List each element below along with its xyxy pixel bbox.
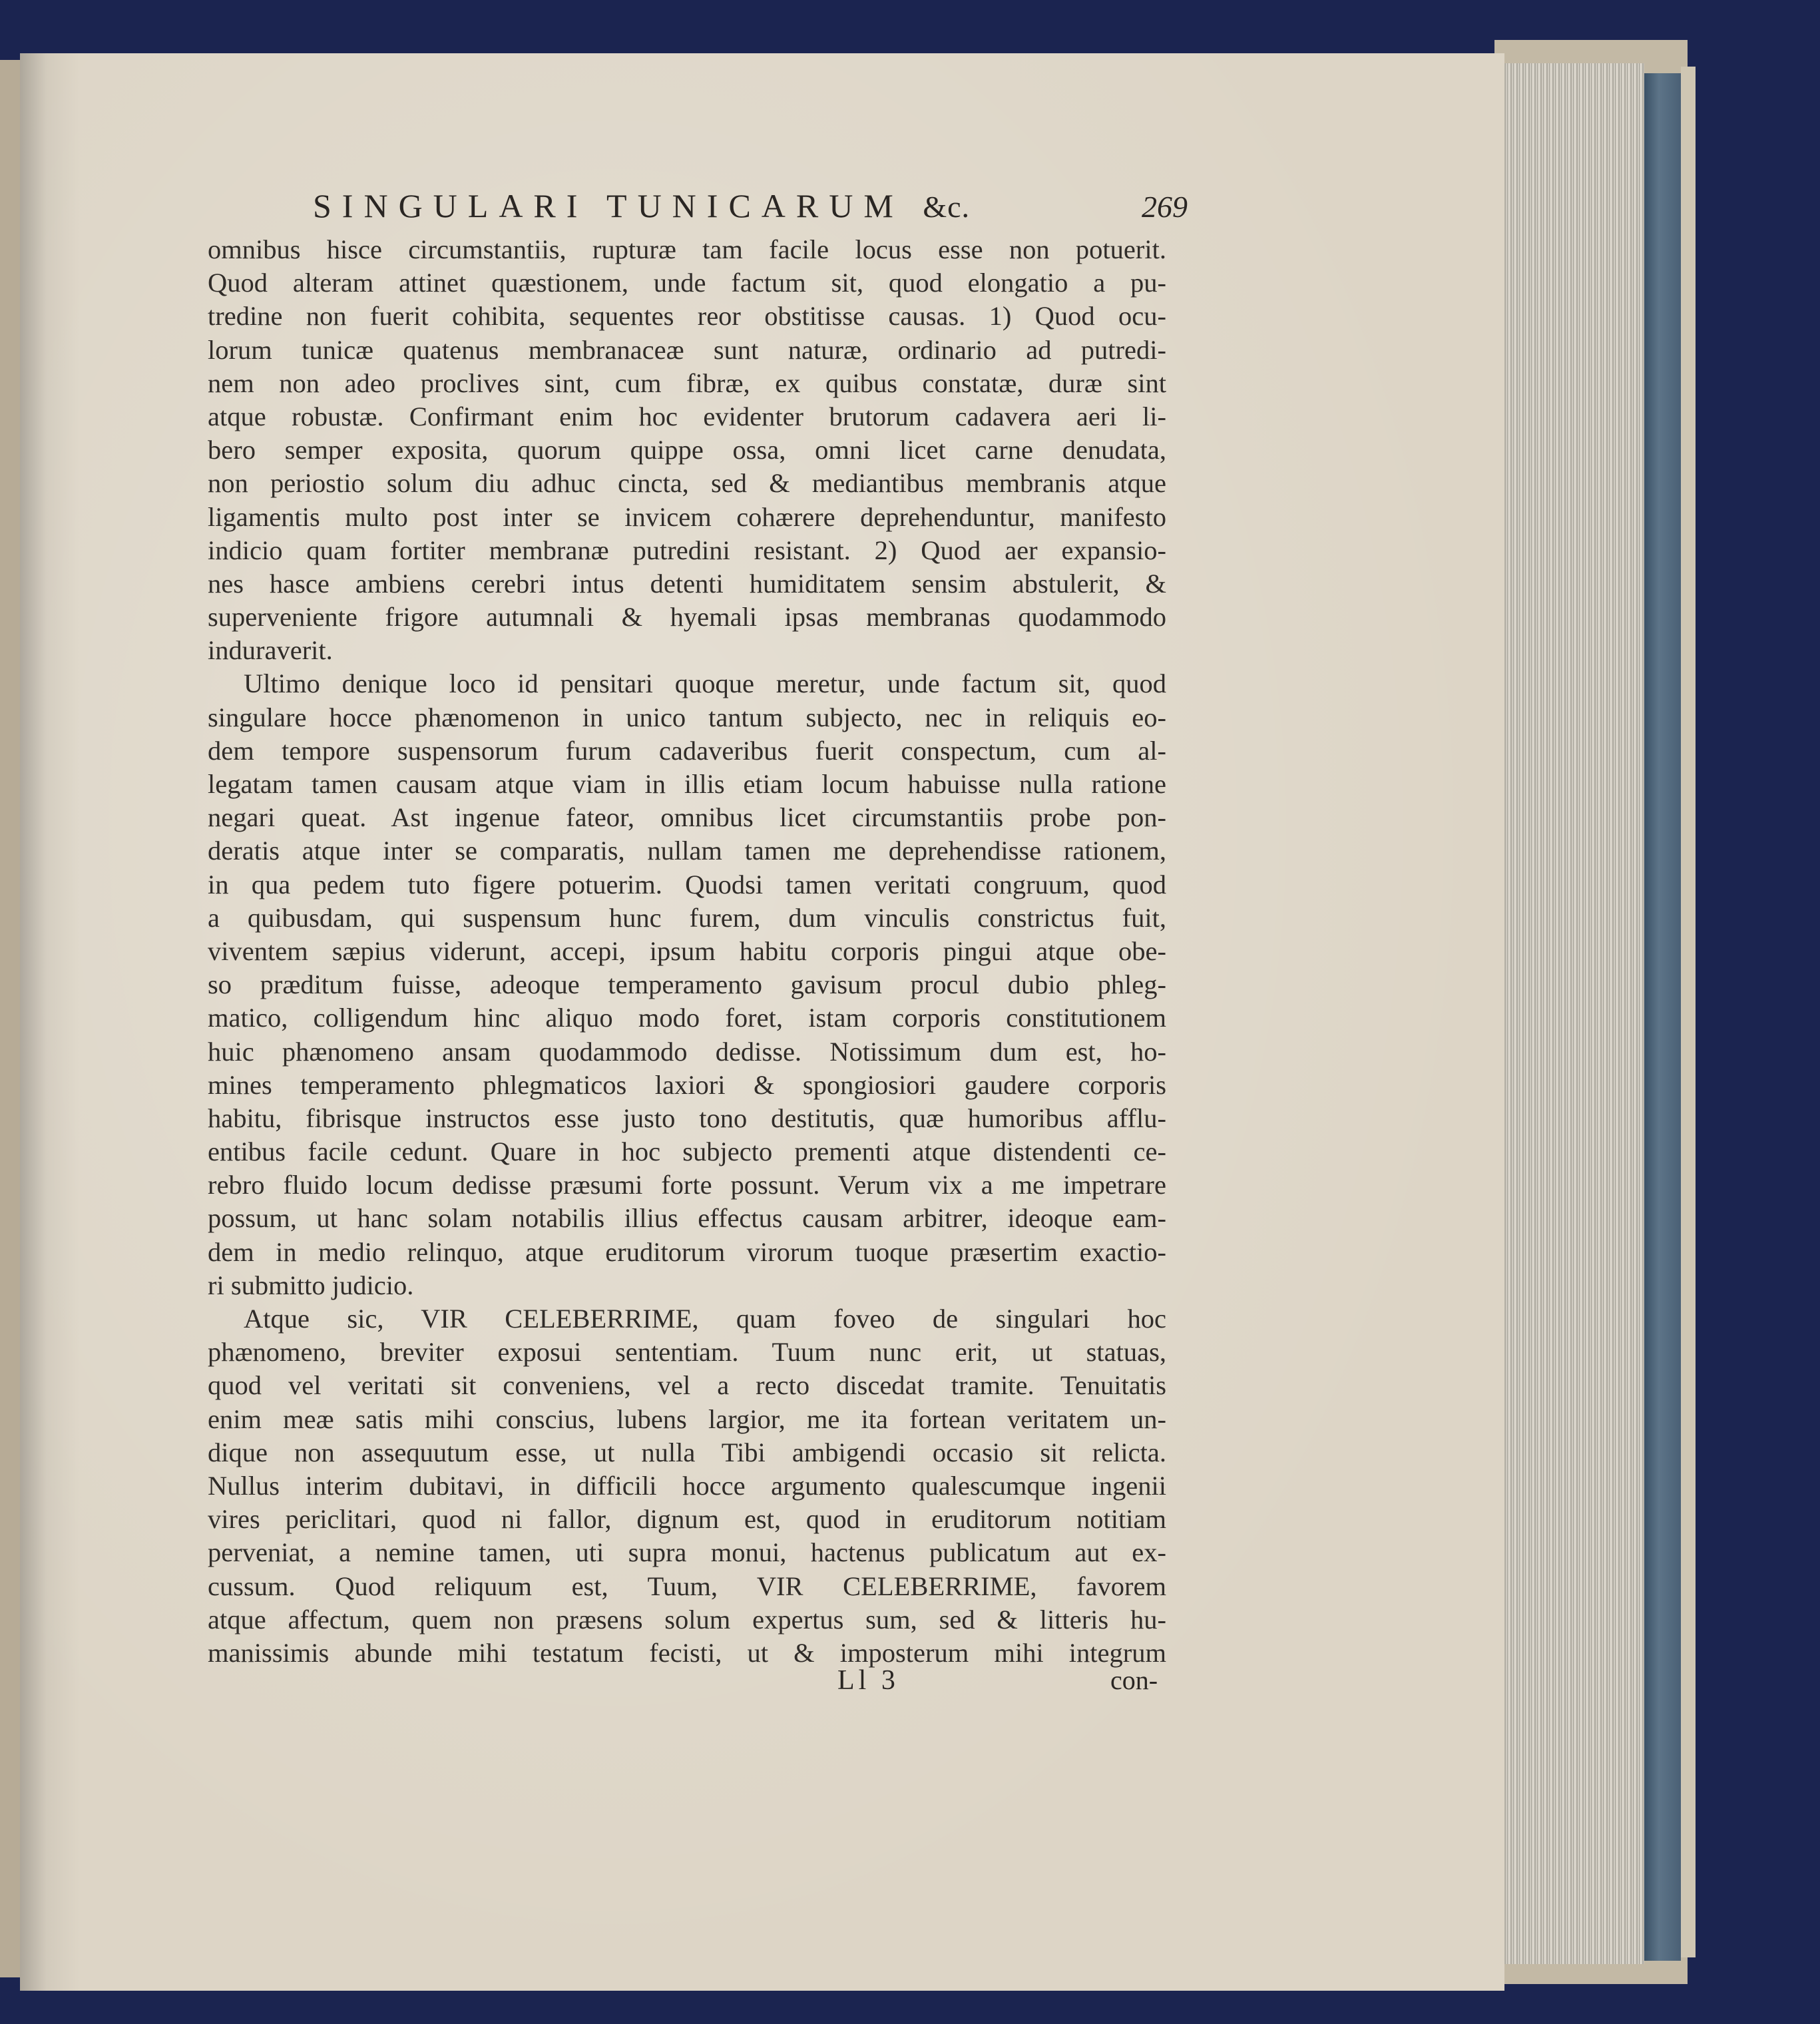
text-line: non periostio solum diu adhuc cincta, sed & mediantibus membranis atque [208, 468, 1166, 499]
text-line: manissimis abunde mihi testatum fecisti, ut & imposterum mihi integrum [208, 1637, 1166, 1668]
text-line: lorum tunicæ quatenus membranaceæ sunt naturæ, ordinario ad putredi- [208, 334, 1166, 365]
text-line: atque robustæ. Confirmant enim hoc evidenter brutorum cadavera aeri li- [208, 401, 1166, 431]
text-line: Nullus interim dubitavi, in difficili hocce argumento qualescumque ingenii [208, 1470, 1166, 1501]
running-title: SINGULARI TUNICARUM [313, 187, 904, 224]
text-line: superveniente frigore autumnali & hyemali ipsas membranas quodammodo [208, 602, 1166, 632]
text-line: entibus facile cedunt. Quare in hoc subjecto prementi atque distendenti ce- [208, 1137, 1166, 1167]
text-line: ligamentis multo post inter se invicem cohærere deprehenduntur, manifesto [208, 501, 1166, 532]
text-line: omnibus hisce circumstantiis, rupturæ tam facile locus esse non potuerit. [208, 234, 1166, 264]
text-line: atque affectum, quem non præsens solum expertus sum, sed & litteris hu- [208, 1604, 1166, 1635]
text-line: legatam tamen causam atque viam in illis etiam locum habuisse nulla ratione [208, 769, 1166, 799]
text-line: huic phænomeno ansam quodammodo dedisse. Notissimum dum est, ho- [208, 1036, 1166, 1067]
previous-page-edge [0, 60, 20, 1977]
text-line: enim meæ satis mihi conscius, lubens largior, me ita fortean veritatem un- [208, 1403, 1166, 1434]
text-line: a quibusdam, qui suspensum hunc furem, dum vinculis constrictus fuit, [208, 902, 1166, 933]
signature-mark: Ll 3 [837, 1665, 899, 1696]
text-line: viventem sæpius viderunt, accepi, ipsum habitu corporis pingui atque obe- [208, 935, 1166, 966]
text-line: Ultimo denique loco id pensitari quoque meretur, unde factum sit, quod [244, 668, 1166, 699]
text-line: quod vel veritati sit conveniens, vel a recto discedat tramite. Tenuitatis [208, 1370, 1166, 1401]
text-line: nes hasce ambiens cerebri intus detenti humiditatem sensim abstulerit, & [208, 568, 1166, 599]
page-number: 269 [1142, 190, 1188, 224]
catchword: con- [1110, 1665, 1158, 1695]
text-line: indicio quam fortiter membranæ putredini resistant. 2) Quod aer expansio- [208, 535, 1166, 565]
sprinkled-edge [1644, 73, 1681, 1961]
body-text [208, 233, 1166, 1670]
text-line: Atque sic, VIR CELEBERRIME, quam foveo de singulari hoc [244, 1304, 1166, 1334]
text-line: ri submitto judicio. [208, 1270, 414, 1300]
text-line: rebro fluido locum dedisse præsumi forte possunt. Verum vix a me impetrare [208, 1170, 1166, 1200]
running-suffix: &c. [923, 190, 971, 224]
text-line: singulare hocce phænomenon in unico tantum subjecto, nec in reliquis eo- [208, 702, 1166, 732]
text-line: nem non adeo proclives sint, cum fibræ, ex quibus constatæ, duræ sint [208, 368, 1166, 398]
text-line: mines temperamento phlegmaticos laxiori & spongiosiori gaudere corporis [208, 1069, 1166, 1100]
text-line: bero semper exposita, quorum quippe ossa, omni licet carne denudata, [208, 435, 1166, 465]
text-line: cussum. Quod reliquum est, Tuum, VIR CELEBERRIME, favorem [208, 1571, 1166, 1601]
text-line: tredine non fuerit cohibita, sequentes reor obstitisse causas. 1) Quod ocu- [208, 301, 1166, 332]
text-line: dem in medio relinquo, atque eruditorum virorum tuoque præsertim exactio- [208, 1236, 1166, 1267]
text-line: habitu, fibrisque instructos esse justo tono destitutis, quæ humoribus afflu- [208, 1103, 1166, 1133]
page-fore-edge [1501, 63, 1644, 1964]
text-line: matico, colligendum hinc aliquo modo foret, istam corporis constitutionem [208, 1003, 1166, 1033]
text-line: possum, ut hanc solam notabilis illius effectus causam arbitrer, ideoque eam- [208, 1203, 1166, 1234]
text-line: dique non assequutum esse, ut nulla Tibi ambigendi occasio sit relicta. [208, 1437, 1166, 1467]
text-line: phænomeno, breviter exposui sententiam. Tuum nunc erit, ut statuas, [208, 1337, 1166, 1368]
running-head [313, 186, 1178, 226]
text-line: Quod alteram attinet quæstionem, unde factum sit, quod elongatio a pu- [208, 268, 1166, 298]
text-line: in qua pedem tuto figere potuerim. Quodsi tamen veritati congruum, quod [208, 869, 1166, 899]
text-line: vires periclitari, quod ni fallor, dignum est, quod in eruditorum notitiam [208, 1504, 1166, 1535]
book-page [20, 53, 1504, 1991]
text-line: so præditum fuisse, adeoque temperamento gavisum procul dubio phleg- [208, 969, 1166, 1000]
text-line: deratis atque inter se comparatis, nullam tamen me deprehendisse rationem, [208, 836, 1166, 866]
cover-edge [1681, 67, 1696, 1957]
text-line: perveniat, a nemine tamen, uti supra monui, hactenus publicatum aut ex- [208, 1537, 1166, 1568]
text-line: negari queat. Ast ingenue fateor, omnibus licet circumstantiis probe pon- [208, 802, 1166, 833]
text-line: dem tempore suspensorum furum cadaveribus fuerit conspectum, cum al- [208, 735, 1166, 766]
text-line: induraverit. [208, 635, 333, 666]
